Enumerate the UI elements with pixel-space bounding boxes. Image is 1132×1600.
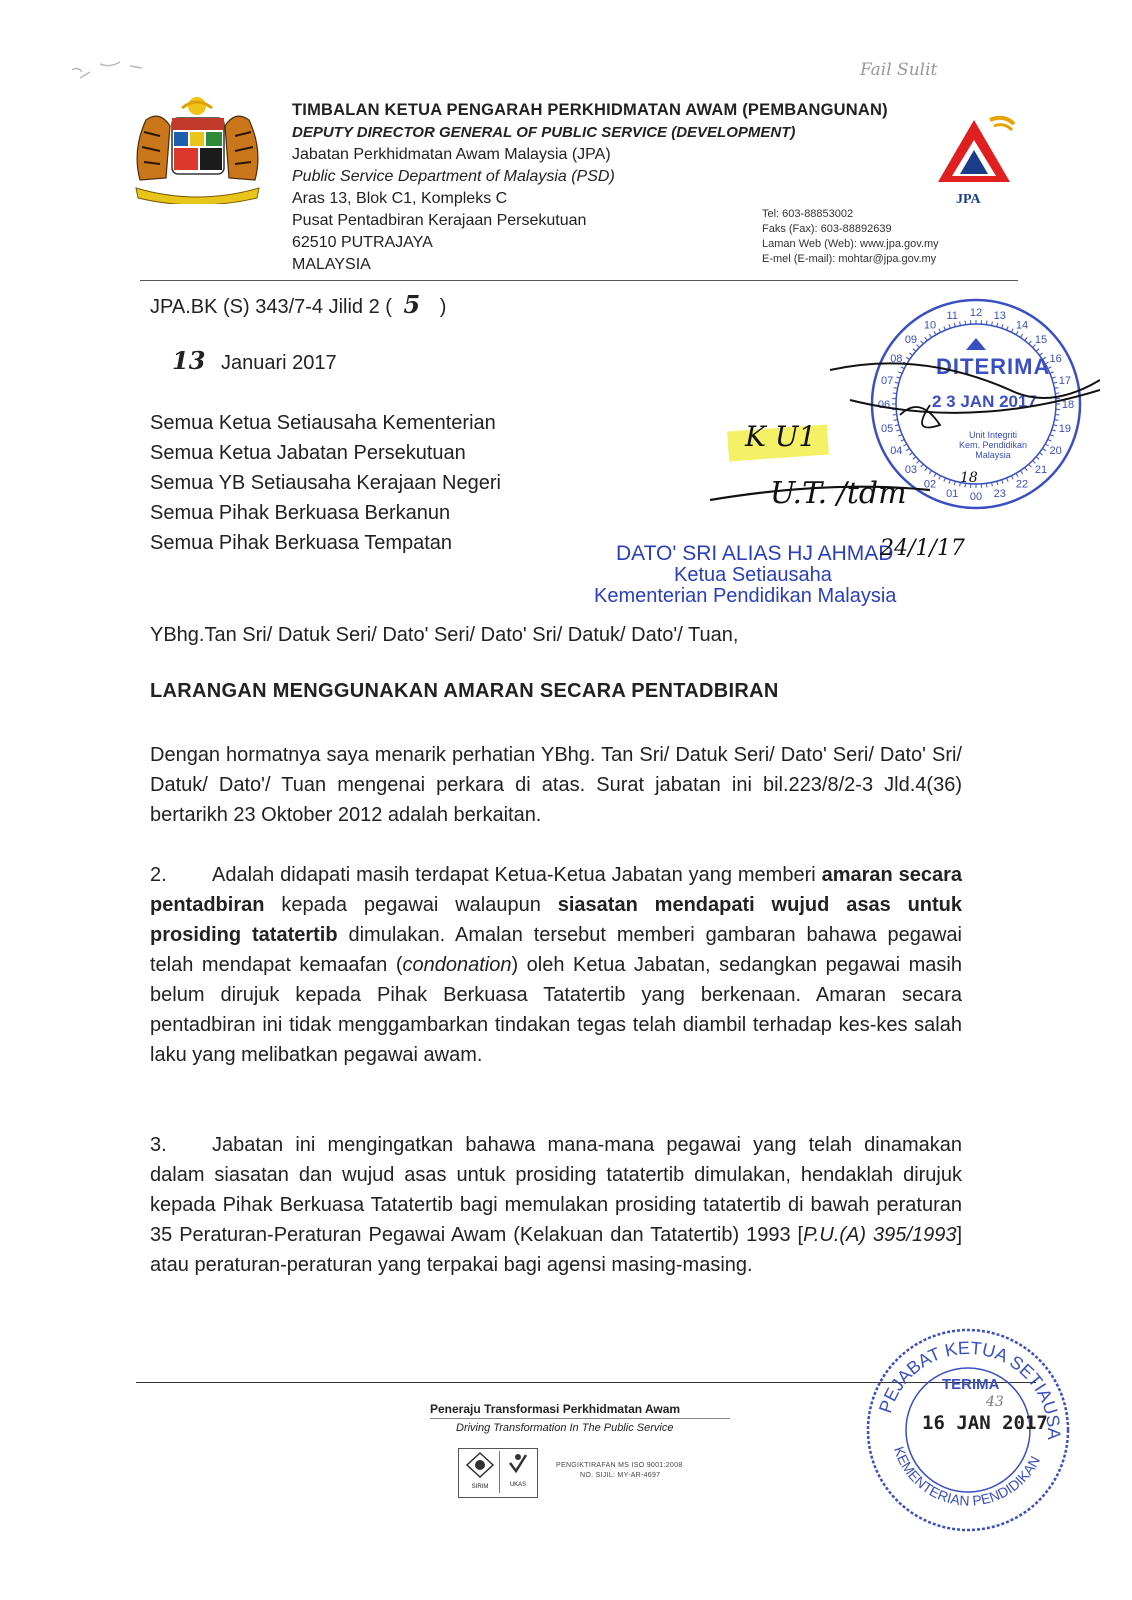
dial-number: 06 <box>877 399 891 411</box>
header-address-line: MALAYSIA <box>292 256 371 273</box>
para3-italic: P.U.(A) 395/1993 <box>803 1224 957 1246</box>
para2-text: kepada pegawai walaupun <box>281 894 541 916</box>
received-date: 2 3 JAN 2017 <box>932 392 1037 411</box>
stamp-arc-top: PEJABAT KETUA SETIAUSA <box>875 1337 1065 1440</box>
dial-number: 20 <box>1049 445 1062 457</box>
unit-line: Unit Integriti <box>968 430 1018 440</box>
unit-line: Malaysia <box>975 450 1011 460</box>
dial-tick <box>1011 329 1013 333</box>
dial-tick <box>929 334 931 337</box>
sirim-logo <box>461 1451 500 1493</box>
header-address-line: 62510 PUTRAJAYA <box>292 234 433 251</box>
dial-tick <box>1002 324 1003 328</box>
para2-text: dimulakan. Amalan tersebut memberi gambaran bahawa pegawai telah mendapat kemaafan ( <box>150 924 962 976</box>
para2-bold: siasatan mendapati wujud asas untuk prosiding tatatertib <box>150 894 963 946</box>
recipient-list <box>150 408 501 558</box>
dial-number: 16 <box>1049 353 1062 365</box>
handwritten-num: 18 <box>960 470 978 486</box>
header-address-line: Pusat Pentadbiran Kerajaan Persekutuan <box>292 212 587 229</box>
footer-tagline-ms: Peneraju Transformasi Perkhidmatan Awam <box>430 1402 681 1416</box>
stamp-ministry: Kementerian Pendidikan Malaysia <box>594 585 897 607</box>
recipient-item: Semua Ketua Jabatan Persekutuan <box>150 442 466 464</box>
stamp-date: 16 JAN 2017 <box>922 1412 1048 1434</box>
handwritten-note: U.T. /tdm <box>770 476 907 511</box>
recipient-item: Semua Pihak Berkuasa Berkanun <box>150 502 451 524</box>
dial-number: 22 <box>1015 478 1029 491</box>
dial-number: 09 <box>904 333 918 346</box>
dial-number: 11 <box>946 310 958 323</box>
reference-number: 5 <box>403 290 421 319</box>
dial-number: 19 <box>1058 422 1071 435</box>
dial-tick <box>944 326 946 330</box>
dial-tick <box>1016 331 1018 334</box>
header-subtitle: DEPUTY DIRECTOR GENERAL OF PUBLIC SERVICE (DEVELOPMENT) <box>292 124 796 141</box>
dial-tick <box>949 324 950 328</box>
subject-heading: LARANGAN MENGGUNAKAN AMARAN SECARA PENTADBIRAN <box>150 680 779 702</box>
header-dept-en: Public Service Department of Malaysia (PSD) <box>292 168 615 185</box>
dial-number: 00 <box>969 491 983 503</box>
dial-tick <box>986 321 987 325</box>
date-line <box>172 346 337 375</box>
dial-number: 07 <box>881 375 894 388</box>
coat-of-arms-logo <box>130 92 265 204</box>
unit-line: Kem. Pendidikan <box>958 440 1028 450</box>
para3-number: 3. <box>150 1134 167 1156</box>
dial-number: 23 <box>993 487 1006 500</box>
contact-web: Laman Web (Web): www.jpa.gov.my <box>762 238 939 250</box>
dial-number: 08 <box>890 353 903 365</box>
cert-text-2: NO. SIJIL: MY-AR-4697 <box>580 1472 661 1479</box>
para2-bold: amaran secara pentadbiran <box>150 864 962 916</box>
paragraph-2 <box>150 860 962 1070</box>
stamp-arc-bottom: KEMENTERIAN PENDIDIKAN <box>890 1444 1044 1509</box>
para2-text: Adalah didapati masih terdapat Ketua-Ketua Jabatan yang memberi <box>212 864 816 886</box>
jpa-logo <box>930 112 1020 212</box>
date-rest: Januari 2017 <box>220 352 337 374</box>
paragraph-3 <box>150 1130 962 1280</box>
footer-tagline-en: Driving Transformation In The Public Service <box>456 1422 674 1434</box>
dial-tick <box>997 323 998 327</box>
dial-number: 18 <box>1061 399 1075 411</box>
reference-line <box>150 290 446 319</box>
header-title: TIMBALAN KETUA PENGARAH PERKHIDMATAN AWAM (PEMBANGUNAN) <box>292 101 888 119</box>
header-dept-ms: Jabatan Perkhidmatan Awam Malaysia (JPA) <box>292 146 611 163</box>
contact-tel: Tel: 603-88853002 <box>762 208 854 220</box>
stamp-number: 43 <box>986 1394 1004 1410</box>
contact-fax: Faks (Fax): 603-88892639 <box>762 223 892 235</box>
dial-number: 05 <box>881 422 894 435</box>
dial-tick <box>939 329 941 333</box>
recipient-item: Semua YB Setiausaha Kerajaan Negeri <box>150 472 501 494</box>
dial-number: 15 <box>1034 333 1048 346</box>
para3-text: ] atau peraturan-peraturan yang terpakai bagi agensi masing-masing. <box>150 1224 963 1276</box>
contact-email: E-mel (E-mail): mohtar@jpa.gov.my <box>762 253 937 265</box>
svg-text:KEMENTERIAN PENDIDIKAN <box>891 1444 1043 1508</box>
dial-tick <box>934 331 936 334</box>
jpa-logo-text: JPA <box>956 192 981 207</box>
handwritten-date: 24/1/17 <box>880 536 965 561</box>
reference-text: JPA.BK (S) 343/7-4 Jilid 2 ( <box>150 296 392 318</box>
date-day: 13 <box>172 346 206 375</box>
paragraph-1: Dengan hormatnya saya menarik perhatian YBhg. Tan Sri/ Datuk Seri/ Dato' Seri/ Dato' Sri/ Datuk/ Dato'/ Tuan mengenai perkara di atas. Surat jabatan ini bil.223/8/2-3 Jld.4(36) bertarikh 23 Oktober 2012 adalah berkaitan. <box>150 744 962 826</box>
handwritten-ku1: K U1 <box>745 420 817 453</box>
dial-number: 12 <box>969 307 983 319</box>
dial-tick <box>954 323 955 327</box>
para2-number: 2. <box>150 864 167 886</box>
salutation: YBhg.Tan Sri/ Datuk Seri/ Dato' Seri/ Dato' Sri/ Datuk/ Dato'/ Tuan, <box>150 624 739 646</box>
dial-number: 04 <box>890 445 903 457</box>
reference-close: ) <box>439 296 447 318</box>
cert-text-1: PENGIKTIRAFAN MS ISO 9001:2008 <box>556 1462 683 1469</box>
stamp-name: DATO' SRI ALIAS HJ AHMAD <box>616 542 894 565</box>
dial-number: 01 <box>946 487 959 500</box>
dial-number: 02 <box>923 478 937 491</box>
received-label: DITERIMA <box>936 354 1051 379</box>
dial-tick <box>965 321 966 325</box>
sirim-label: SIRIM <box>471 1484 489 1490</box>
header-divider <box>140 280 1018 281</box>
header-address-line: Aras 13, Blok C1, Kompleks C <box>292 190 508 207</box>
corner-note: Fail Sulit <box>860 60 938 80</box>
recipient-item: Semua Ketua Setiausaha Kementerian <box>150 412 496 434</box>
dial-tick <box>1007 326 1009 330</box>
para2-italic: condonation <box>402 954 512 976</box>
dial-number: 03 <box>904 464 918 477</box>
cert-logos <box>458 1448 538 1498</box>
dial-number: 13 <box>993 310 1006 323</box>
stamp-terima: TERIMA <box>942 1376 1000 1393</box>
footer-tagline-rule <box>430 1418 730 1419</box>
stamp-title: Ketua Setiausaha <box>674 564 832 586</box>
ukas-label: UKAS <box>509 1482 527 1488</box>
dial-number: 14 <box>1015 319 1029 332</box>
office-stamp <box>862 1324 1074 1536</box>
dial-number: 10 <box>923 319 937 332</box>
dial-number: 17 <box>1058 375 1071 388</box>
dial-tick <box>1020 334 1022 337</box>
para2-text: ) oleh Ketua Jabatan, sedangkan pegawai masih belum dirujuk kepada Pihak Berkuasa Tatatertib yang berkenaan. Amaran secara pentadbiran ini tidak menggambarkan tindakan tegas telah diambil terhadap kes-kes salah laku yang melibatkan pegawai awam. <box>150 954 962 1066</box>
para3-text: Jabatan ini mengingatkan bahawa mana-mana pegawai yang telah dinamakan dalam siasatan dan wujud asas untuk prosiding tatatertib dimulakan, hendaklah dirujuk kepada Pihak Berkuasa Tatatertib bagi memulakan prosiding tatatertib di bawah peraturan 35 Peraturan-Peraturan Pegawai Awam (Kelakuan dan Tatatertib) 1993 [ <box>150 1134 962 1246</box>
dial-number: 21 <box>1034 464 1048 477</box>
recipient-item: Semua Pihak Berkuasa Tempatan <box>150 532 453 554</box>
ukas-logo <box>503 1451 533 1493</box>
